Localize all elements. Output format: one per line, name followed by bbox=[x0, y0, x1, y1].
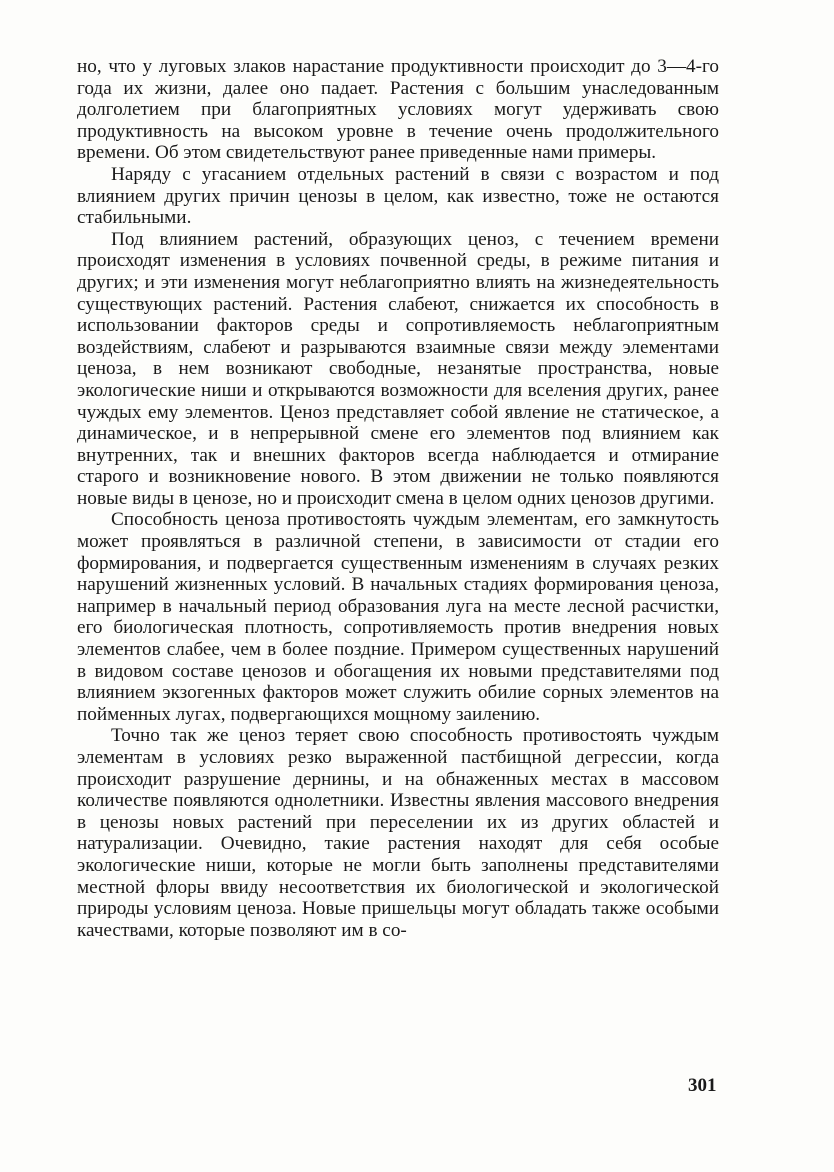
paragraph-plant-influence: Под влиянием растений, образующих ценоз, с течением времени происходят изменения в условиях почвенной среды, в режиме питания и других; и эти изменения могут неблагоприятно влиять на жизнедеятельность существующих растений. Растения слабеют, снижается их способность в использовании факторов среды и сопротивляемость неблагоприятным воздействиям, слабеют и разрываются взаимные связи между элементами ценоза, в нем возникают свободные, незанятые пространства, новые экологические ниши и открываются возможности для вселения других, ранее чуждых ему элементов. Ценоз представляет собой явление не статическое, а динамическое, и в непрерывной смене его элементов под влиянием как внутренних, так и внешних факторов всегда наблюдается и отмирание старого и возникновение нового. В этом движении не только появляются новые виды в ценозе, но и происходит смена в целом одних ценозов другими. bbox=[77, 228, 719, 509]
paragraph-cenosis-resistance: Способность ценоза противостоять чуждым элементам, его замкнутость может проявляться в различной степени, в зависимости от стадии его формирования, и подвергается существенным изменениям в случаях резких нарушений жизненных условий. В начальных стадиях формирования ценоза, например в начальный период образования луга на месте лесной расчистки, его биологическая плотность, сопротивляемость против внедрения новых элементов слабее, чем в более поздние. Примером существенных нарушений в видовом составе ценозов и обогащения их новыми представителями под влиянием экзогенных факторов может служить обилие сорных элементов на пойменных лугах, подвергающихся мощному заилению. bbox=[77, 509, 719, 725]
page-number: 301 bbox=[688, 1075, 717, 1096]
body-text bbox=[77, 56, 719, 941]
paragraph-continuation: но, что у луговых злаков нарастание продуктивности происходит до 3—4-го года их жизни, далее оно падает. Растения с большим унаследованным долголетием при благоприятных условиях могут удерживать свою продуктивность на высоком уровне в течение очень продолжительного времени. Об этом свидетельствуют ранее приведенные нами примеры. bbox=[77, 56, 719, 164]
paragraph-cenoses-stability: Наряду с угасанием отдельных растений в связи с возрастом и под влиянием других причин ценозы в целом, как известно, тоже не остаются стабильными. bbox=[77, 163, 719, 229]
paragraph-pasture-degression: Точно так же ценоз теряет свою способность противостоять чуждым элементам в условиях резко выраженной пастбищной дегрессии, когда происходит разрушение дернины, и на обнаженных местах в массовом количестве появляются однолетники. Известны явления массового внедрения в ценозы новых растений при переселении их из других областей и натурализации. Очевидно, такие растения находят для себя особые экологические ниши, которые не могли быть заполнены представителями местной флоры ввиду несоответствия их биологической и экологической природы условиям ценоза. Новые пришельцы могут обладать также особыми качествами, которые позволяют им в со- bbox=[77, 725, 719, 941]
